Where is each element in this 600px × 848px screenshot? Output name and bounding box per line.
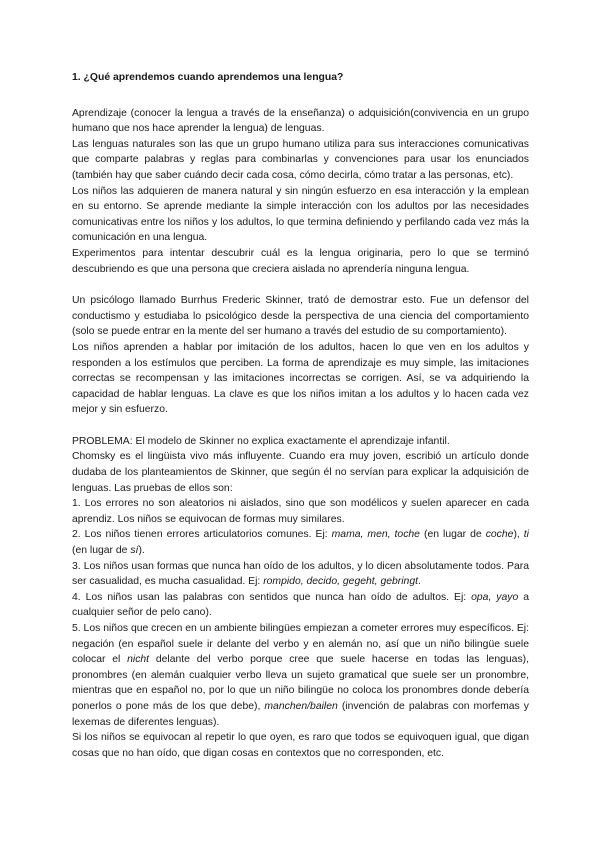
paragraph: Si los niños se equivocan al repetir lo que oyen, es raro que todos se equivoquen igual, que digan cosas que no han oído, que digan cosas en contextos que no corresponden, etc. [72,732,529,759]
list-item: 2. Los niños tienen errores articulatorios comunes. Ej: mama, men, toche (en lugar de coche), ti (en lugar de sí). [72,529,529,557]
paragraph: Experimentos para intentar descubrir cuál es la lengua originaria, pero lo que se terminó descubriendo es que una persona que creciera aislada no aprendería ninguna lengua. [72,247,529,275]
paragraph: Las lenguas naturales son las que un grupo humano utiliza para sus interacciones comunicativas que comparte palabras y reglas para combinarlas y convenciones para usar los enunciados (también hay que saber cuándo decir cada cosa, cómo decirla, cómo tratar a las personas, etc). [72,138,529,181]
section-heading: 1. ¿Qué aprendemos cuando aprendemos una lengua? [72,72,344,83]
list-item: 1. Los errores no son aleatorios ni aislados, sino que son modélicos y suelen aparecer en cada aprendiz. Los niños se equivocan de formas muy similares. [72,498,529,525]
list-item: 4. Los niños usan las palabras con sentidos que nunca han oído de adultos. Ej: opa, yayo a cualquier señor de pelo cano). [72,591,529,619]
list-item: 5. Los niños que crecen en un ambiente bilingües empiezan a cometer errores muy específicos. Ej: negación (en español suele ir delante del verbo y en alemán no, así que un niño bilingüe suele colocar el nicht delante del verbo porque cree que suele hacerse en todas las lenguas), pronombres (en alemán cualquier verbo lleva un sujeto gramatical que suele ser un pronombre, mientras que en español no, por lo que un niño bilingüe no coloca los pronombres donde debería ponerlos o pone más de los que debe), manchen/bailen (invención de palabras con morfemas y lexemas de diferentes lenguas). [72,623,529,728]
paragraph: Chomsky es el lingüista vivo más influyente. Cuando era muy joven, escribió un artículo donde dudaba de los planteamientos de Skinner, que según él no servían para explicar la adquisición de lenguas. Las pruebas de ellos son: [72,451,529,494]
paragraph-gap [72,277,529,293]
paragraph: Un psicólogo llamado Burrhus Frederic Skinner, trató de demostrar esto. Fue un defensor del conductismo y estudiaba lo psicológico desde la perspectiva de una ciencia del comportamiento (solo se puede entrar en la mente del ser humano a través del estudio de su comportamiento). [72,295,529,338]
list-item: 3. Los niños usan formas que nunca han oído de los adultos, y lo dicen absolutamente todos. Para ser casualidad, es mucha casualidad. Ej: rompido, decido, gegeht, gebringt. [72,560,529,588]
document-body [72,70,529,761]
problem-statement: PROBLEMA: El modelo de Skinner no explica exactamente el aprendizaje infantil. [72,435,450,447]
paragraph: Los niños las adquieren de manera natural y sin ningún esfuerzo en esa interacción y la emplean en su entorno. Se aprende mediante la simple interacción con los adultos por las necesidades comunicativas entre los niños y los adultos, lo que termina definiendo y perfilando cada vez más la comunicación en una lengua. [72,185,529,244]
paragraph: Los niños aprenden a hablar por imitación de los adultos, hacen lo que ven en los adultos y responden a los estímulos que perciben. La forma de aprendizaje es muy simple, las imitaciones correctas se recompensan y las imitaciones incorrectas se corrigen. Así, se va adquiriendo la capacidad de hablar lenguas. La clave es que los niños imitan a los adultos y lo hacen cada vez mejor y sin esfuerzo. [72,341,529,416]
paragraph-gap [72,418,529,434]
paragraph: Aprendizaje (conocer la lengua a través de la enseñanza) o adquisición(convivencia en un grupo humano que nos hace aprender la lengua) de lenguas. [72,107,529,135]
